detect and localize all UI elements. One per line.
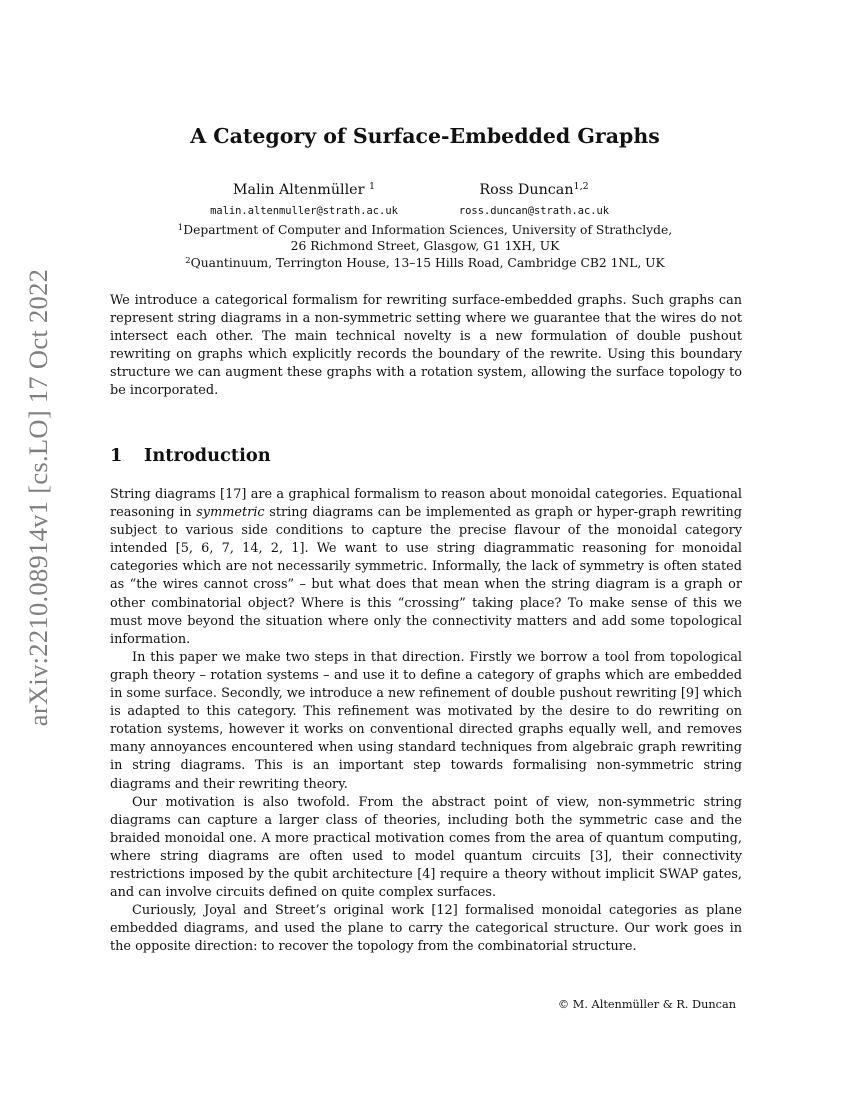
- author-name: Ross Duncan$^{1,2}$: [479, 181, 589, 198]
- paragraph: Our motivation is also twofold. From the abstract point of view, non-symmetric string diagrams can capture a larger class of theories, including both the symmetric case and the braided monoidal one. A more practical motivation comes from the area of quantum computing, where string diagrams are often used to model quantum circuits [3], their connectivity restrictions imposed by the qubit architecture [4] require a theory without implicit SWAP gates, and can involve circuits defined on quite complex surfaces.: [110, 794, 742, 901]
- author-block-duncan: [404, 180, 664, 222]
- affiliation-line: Quantinuum, Terrington House, 13–15 Hills Road, Cambridge CB2 1NL, UK: [190, 256, 665, 270]
- author-email: malin.altenmuller@strath.ac.uk: [210, 205, 398, 217]
- paragraph: String diagrams [17] are a graphical formalism to reason about monoidal categories. Equational reasoning in symmetric string diagrams can be implemented as graph or hyper-graph rewriting subject to various side conditions to capture the precise flavour of the monoidal category intended [5, 6, 7, 14, 2, 1]. We want to use string diagrammatic reasoning for monoidal categories which are not necessarily symmetric. Informally, the lack of symmetry is often stated as “the wires cannot cross” – but what does that mean when the string diagram is a graph or other combinatorial object? Where is this “crossing” taking place? To make sense of this we must move beyond the situation where only the connectivity matters and add some topological information.: [110, 487, 743, 647]
- section-heading-introduction: [110, 445, 271, 466]
- author-affiliation-mark: 1: [369, 181, 376, 192]
- arxiv-identifier-stamp: [20, 268, 58, 726]
- affiliation-strathclyde: [0, 222, 850, 254]
- emphasis-text: symmetric: [196, 505, 265, 521]
- paper-title: A Category of Surface-Embedded Graphs: [190, 124, 660, 148]
- author-name: Malin Altenmüller $^1$: [232, 181, 376, 198]
- author-email: ross.duncan@strath.ac.uk: [458, 205, 610, 217]
- author-block-altenmuller: [174, 180, 434, 222]
- section-title: Introduction: [144, 445, 271, 466]
- affiliation-quantinuum: [0, 255, 850, 271]
- affiliation-line: Department of Computer and Information Sciences, University of Strathclyde,: [183, 223, 673, 237]
- copyright-footer: © M. Altenmüller & R. Duncan: [557, 998, 736, 1011]
- affiliation-line: 26 Richmond Street, Glasgow, G1 1XH, UK: [290, 239, 560, 253]
- section-number: 1: [110, 445, 123, 466]
- author-affiliation-mark: 1,2: [573, 181, 589, 192]
- affiliation-mark: 2: [185, 256, 191, 266]
- affiliation-mark: 1: [177, 223, 184, 233]
- paragraph: In this paper we make two steps in that direction. Firstly we borrow a tool from topological graph theory – rotation systems – and use it to define a category of graphs which are embedded in some surface. Secondly, we introduce a new refinement of double pushout rewriting [9] which is adapted to this category. This refinement was motivated by the desire to do rewriting on rotation systems, however it works on conventional directed graphs equally well, and removes many annoyances encountered when using standard techniques from algebraic graph rewriting in string diagrams. This is an important step towards formalising non-symmetric string diagrams and their rewriting theory.: [110, 649, 742, 792]
- paragraph: Curiously, Joyal and Street’s original work [12] formalised monoidal categories as plane embedded diagrams, and used the plane to carry the categorical structure. Our work goes in the opposite direction: to recover the topology from the combinatorial structure.: [110, 903, 742, 955]
- introduction-body: [110, 486, 742, 956]
- abstract: We introduce a categorical formalism for rewriting surface-embedded graphs. Such graphs can represent string diagrams in a non-symmetric setting where we guarantee that the wires do not intersect each other. The main technical novelty is a new formulation of double pushout rewriting on graphs which explicitly records the boundary of the rewrite. Using this boundary structure we can augment these graphs with a rotation system, allowing the surface topology to be incorporated.: [110, 293, 742, 399]
- arxiv-identifier-text: arXiv:2210.08914v1 [cs.LO] 17 Oct 2022: [23, 268, 54, 726]
